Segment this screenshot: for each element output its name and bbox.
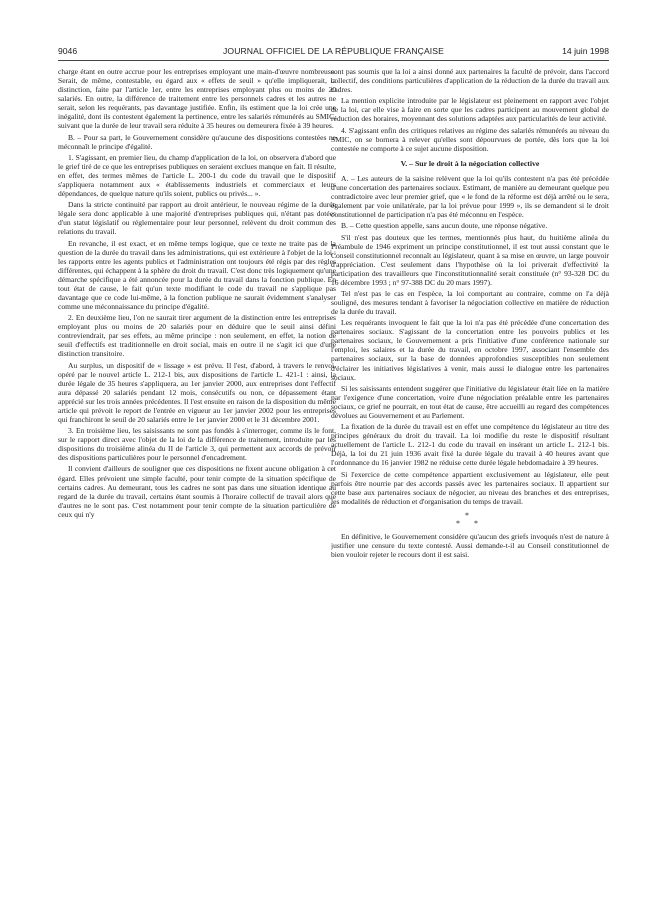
paragraph: La mention explicite introduite par le législateur est pleinement en rapport avec l'objet de la loi, car elle vise à faire en sorte que les cadres participent au mouvement global de réduction des horaires, moyennant des solutions adaptées aux particularités de leur activité. (331, 96, 609, 124)
paragraph: S'il n'est pas douteux que les termes, mentionnés plus haut, du huitième alinéa du Préambule de 1946 expriment un principe constitutionnel, il est tout aussi constant que le Conseil constitutionnel reconnaît au législateur, quant à sa mise en œuvre, un large pouvoir d'appréciation. C'est seulement dans l'hypothèse où la loi priverait d'effectivité la participation des travailleurs que l'inconstitutionnalité serait constituée (n° 93-328 DC du 16 décembre 1993 ; n° 97-388 DC du 20 mars 1997). (331, 232, 609, 287)
paragraph: charge étant en outre accrue pour les entreprises employant une main-d'œuvre nombreuse. Serait, de même, contestable, eu égard aux « effets de seuil » qu'elle impliquerait, la distinction, faite par l'article 1er, entre les entreprises employant plus ou moins de 20 salariés. En outre, la différence de traitement entre les personnels cadres et les autres ne serait, selon les requérants, pas davantage justifiée. Enfin, ils estiment que la loi crée une inégalité, dont ils contestent également la pertinence, entre les salariés rémunérés au SMIC, suivant que la durée de leur travail sera réduite à 35 heures ou demeurera fixée à 39 heures. (58, 67, 336, 131)
paragraph: 1. S'agissant, en premier lieu, du champ d'application de la loi, on observera d'abord que le grief tiré de ce que les entreprises publiques en seraient exclues manque en fait. Il résulte, en effet, des termes mêmes de l'article L. 200-1 du code du travail que le dispositif s'appliquera notamment aux « établissements industriels et commerciaux et leurs dépendances, de quelque nature qu'ils soient, publics ou privés... ». (58, 152, 336, 198)
journal-title: JOURNAL OFFICIEL DE LA RÉPUBLIQUE FRANÇAISE (223, 46, 444, 56)
separator-star-top: * (465, 510, 475, 520)
section-heading: V. – Sur le droit à la négociation collective (400, 158, 540, 168)
paragraph: Au surplus, un dispositif de « lissage » est prévu. Il l'est, d'abord, à travers le renvoi, opéré par le nouvel article L. 212-1 bis, aux dispositions de l'article L. 421-1 : ainsi, la durée légale de 35 heures s'appliquera, au 1er janvier 2000, aux entreprises dont l'effectif aura dépassé 20 salariés pendant 12 mois, consécutifs ou non, ce dépassement étant apprécié sur les trois années précédentes. Il l'est ensuite en raison de la disposition du même article qui prévoit le report de l'entrée en vigueur au 1er janvier 2002 pour les entreprises qui franchiront le seuil de 20 salariés entre le 1er janvier 2000 et le 31 décembre 2001. (58, 360, 336, 424)
paragraph: Dans la stricte continuité par rapport au droit antérieur, le nouveau régime de la durée légale sera donc applicable à une majorité d'entreprises publiques qui, n'étant pas dotées d'un statut législatif ou réglementaire pour leur personnel, relèvent du droit commun des relations du travail. (58, 200, 336, 237)
paragraph: Tel n'est pas le cas en l'espèce, la loi comportant au contraire, comme on l'a déjà souligné, des mesures tendant à favoriser la négociation collective en matière de réduction de la durée du travail. (331, 288, 609, 317)
paragraph: En revanche, il est exact, et en même temps logique, que ce texte ne traite pas de la question de la durée du travail dans les administrations, qui est extérieure à l'objet de la loi : les rapports entre les agents publics et l'administration ont toujours été régis par des règles différentes, qui échappent à la sphère du droit du travail. C'est donc très logiquement qu'une démarche spécifique a été annoncée pour la durée du travail dans la fonction publique. En tout état de cause, le fait qu'un texte modifiant le code du travail ne s'applique pas davantage que ce code lui-même, à la fonction publique ne saurait évidemment s'analyser comme une méconnaissance du principe d'égalité. (58, 238, 336, 311)
issue-date: 14 juin 1998 (562, 46, 609, 56)
right-column (331, 67, 609, 867)
header-rule (58, 60, 609, 61)
separator-star-right: * (474, 518, 484, 528)
paragraph: La fixation de la durée du travail est en effet une compétence du législateur au titre des principes généraux du droit du travail. La loi modifie du reste le dispositif résultant actuellement de l'article L. 212-1 du code du travail en insérant un article L. 212-1 bis. Déjà, la loi du 21 juin 1936 avait fixé la durée légale du travail à 40 heures avant que l'ordonnance du 16 janvier 1982 ne réduise cette durée légale hebdomadaire à 39 heures. (331, 422, 609, 468)
paragraph: Si l'exercice de cette compétence appartient exclusivement au législateur, elle peut parfois être nourrie par des accords passés avec les partenaires sociaux. Il appartient sur cette base aux partenaires sociaux de négocier, au niveau des branches et des entreprises, les modalités de réduction et d'organisation du temps de travail. (331, 469, 609, 506)
left-column (58, 67, 336, 867)
paragraph: sont pas soumis que la loi a ainsi donné aux partenaires la faculté de prévoir, dans l'accord collectif, des conditions particulières d'application de la réduction de la durée du travail aux cadres. (331, 67, 609, 95)
page-number: 9046 (58, 46, 78, 56)
paragraph: A. – Les auteurs de la saisine relèvent que la loi qu'ils contestent n'a pas été précédée d'une concertation des partenaires sociaux. Estimant, de manière au demeurant quelque peu contradictoire avec leur premier grief, que « le fond de la réforme est déjà arrêté ou le sera, également par voie unilatérale, par la loi prévue pour 1999 », ils se demandent si le droit constitutionnel de participation n'a pas été méconnu en l'espèce. (331, 173, 609, 220)
paragraph: 4. S'agissant enfin des critiques relatives au régime des salariés rémunérés au niveau du SMIC, on se bornera à relever qu'elles sont dépourvues de portée, dès lors que la loi contestée ne comporte à ce sujet aucune disposition. (331, 125, 609, 153)
separator-stars (331, 512, 609, 528)
paragraph: B. – Cette question appelle, sans aucun doute, une réponse négative. (341, 221, 548, 231)
paragraph: 2. En deuxième lieu, l'on ne saurait tirer argument de la distinction entre les entreprises employant plus ou moins de 20 salariés pour en déduire que le seuil ainsi défini contreviendrait, par ses effets, au même principe : non seulement, en effet, la notion de seuil d'effectifs est traditionnelle en droit social, mais en outre il ne s'agit ici que d'une distinction transitoire. (58, 313, 336, 359)
separator-star-left: * (456, 518, 466, 528)
paragraph: Il convient d'ailleurs de souligner que ces dispositions ne fixent aucune obligation à cet égard. Elles prévoient une simple faculté, pour tenir compte de la situation spécifique de certains cadres. Au demeurant, tous les cadres ne sont pas dans une situation identique au regard de la durée du travail, certains étant soumis à l'horaire collectif de travail alors que d'autres ne le sont pas. C'est notamment pour tenir compte de la situation particulière de ceux qui n'y (58, 464, 336, 519)
paragraph: 3. En troisième lieu, les saisissants ne sont pas fondés à s'interroger, comme ils le font, sur le rapport direct avec l'objet de la loi de la différence de traitement, introduite par les dispositions du troisième alinéa du II de l'article 3, qui permettent aux accords de prévoir des dispositions particulières pour le personnel d'encadrement. (58, 426, 336, 463)
closing-paragraph: En définitive, le Gouvernement considère qu'aucun des griefs invoqués n'est de nature à justifier une censure du texte contesté. Aussi demande-t-il au Conseil constitutionnel de bien vouloir rejeter le recours dont il est saisi. (331, 531, 609, 559)
paragraph: B. – Pour sa part, le Gouvernement considère qu'aucune des dispositions contestées ne méconnaît le principe d'égalité. (58, 132, 336, 151)
paragraph: Les requérants invoquent le fait que la loi n'a pas été précédée d'une concertation des partenaires sociaux. S'agissant de la concertation entre les pouvoirs publics et les partenaires sociaux, le Gouvernement a pris l'initiative d'une conférence nationale sur l'emploi, les salaires et la durée du travail, en octobre 1997, associant l'ensemble des partenaires sociaux, sur la base de données approfondies susceptibles non seulement d'éclairer les initiatives législatives à venir, mais aussi le dialogue entre les partenaires sociaux. (331, 318, 609, 382)
page-header (58, 46, 609, 60)
paragraph: Si les saisissants entendent suggérer que l'initiative du législateur était liée en la matière par l'exigence d'une concertation, voire d'une négociation préalable entre les partenaires sociaux, ce grief ne pourrait, en tout état de cause, être accueilli au regard des compétences dévolues au Gouvernement et au Parlement. (331, 383, 609, 420)
